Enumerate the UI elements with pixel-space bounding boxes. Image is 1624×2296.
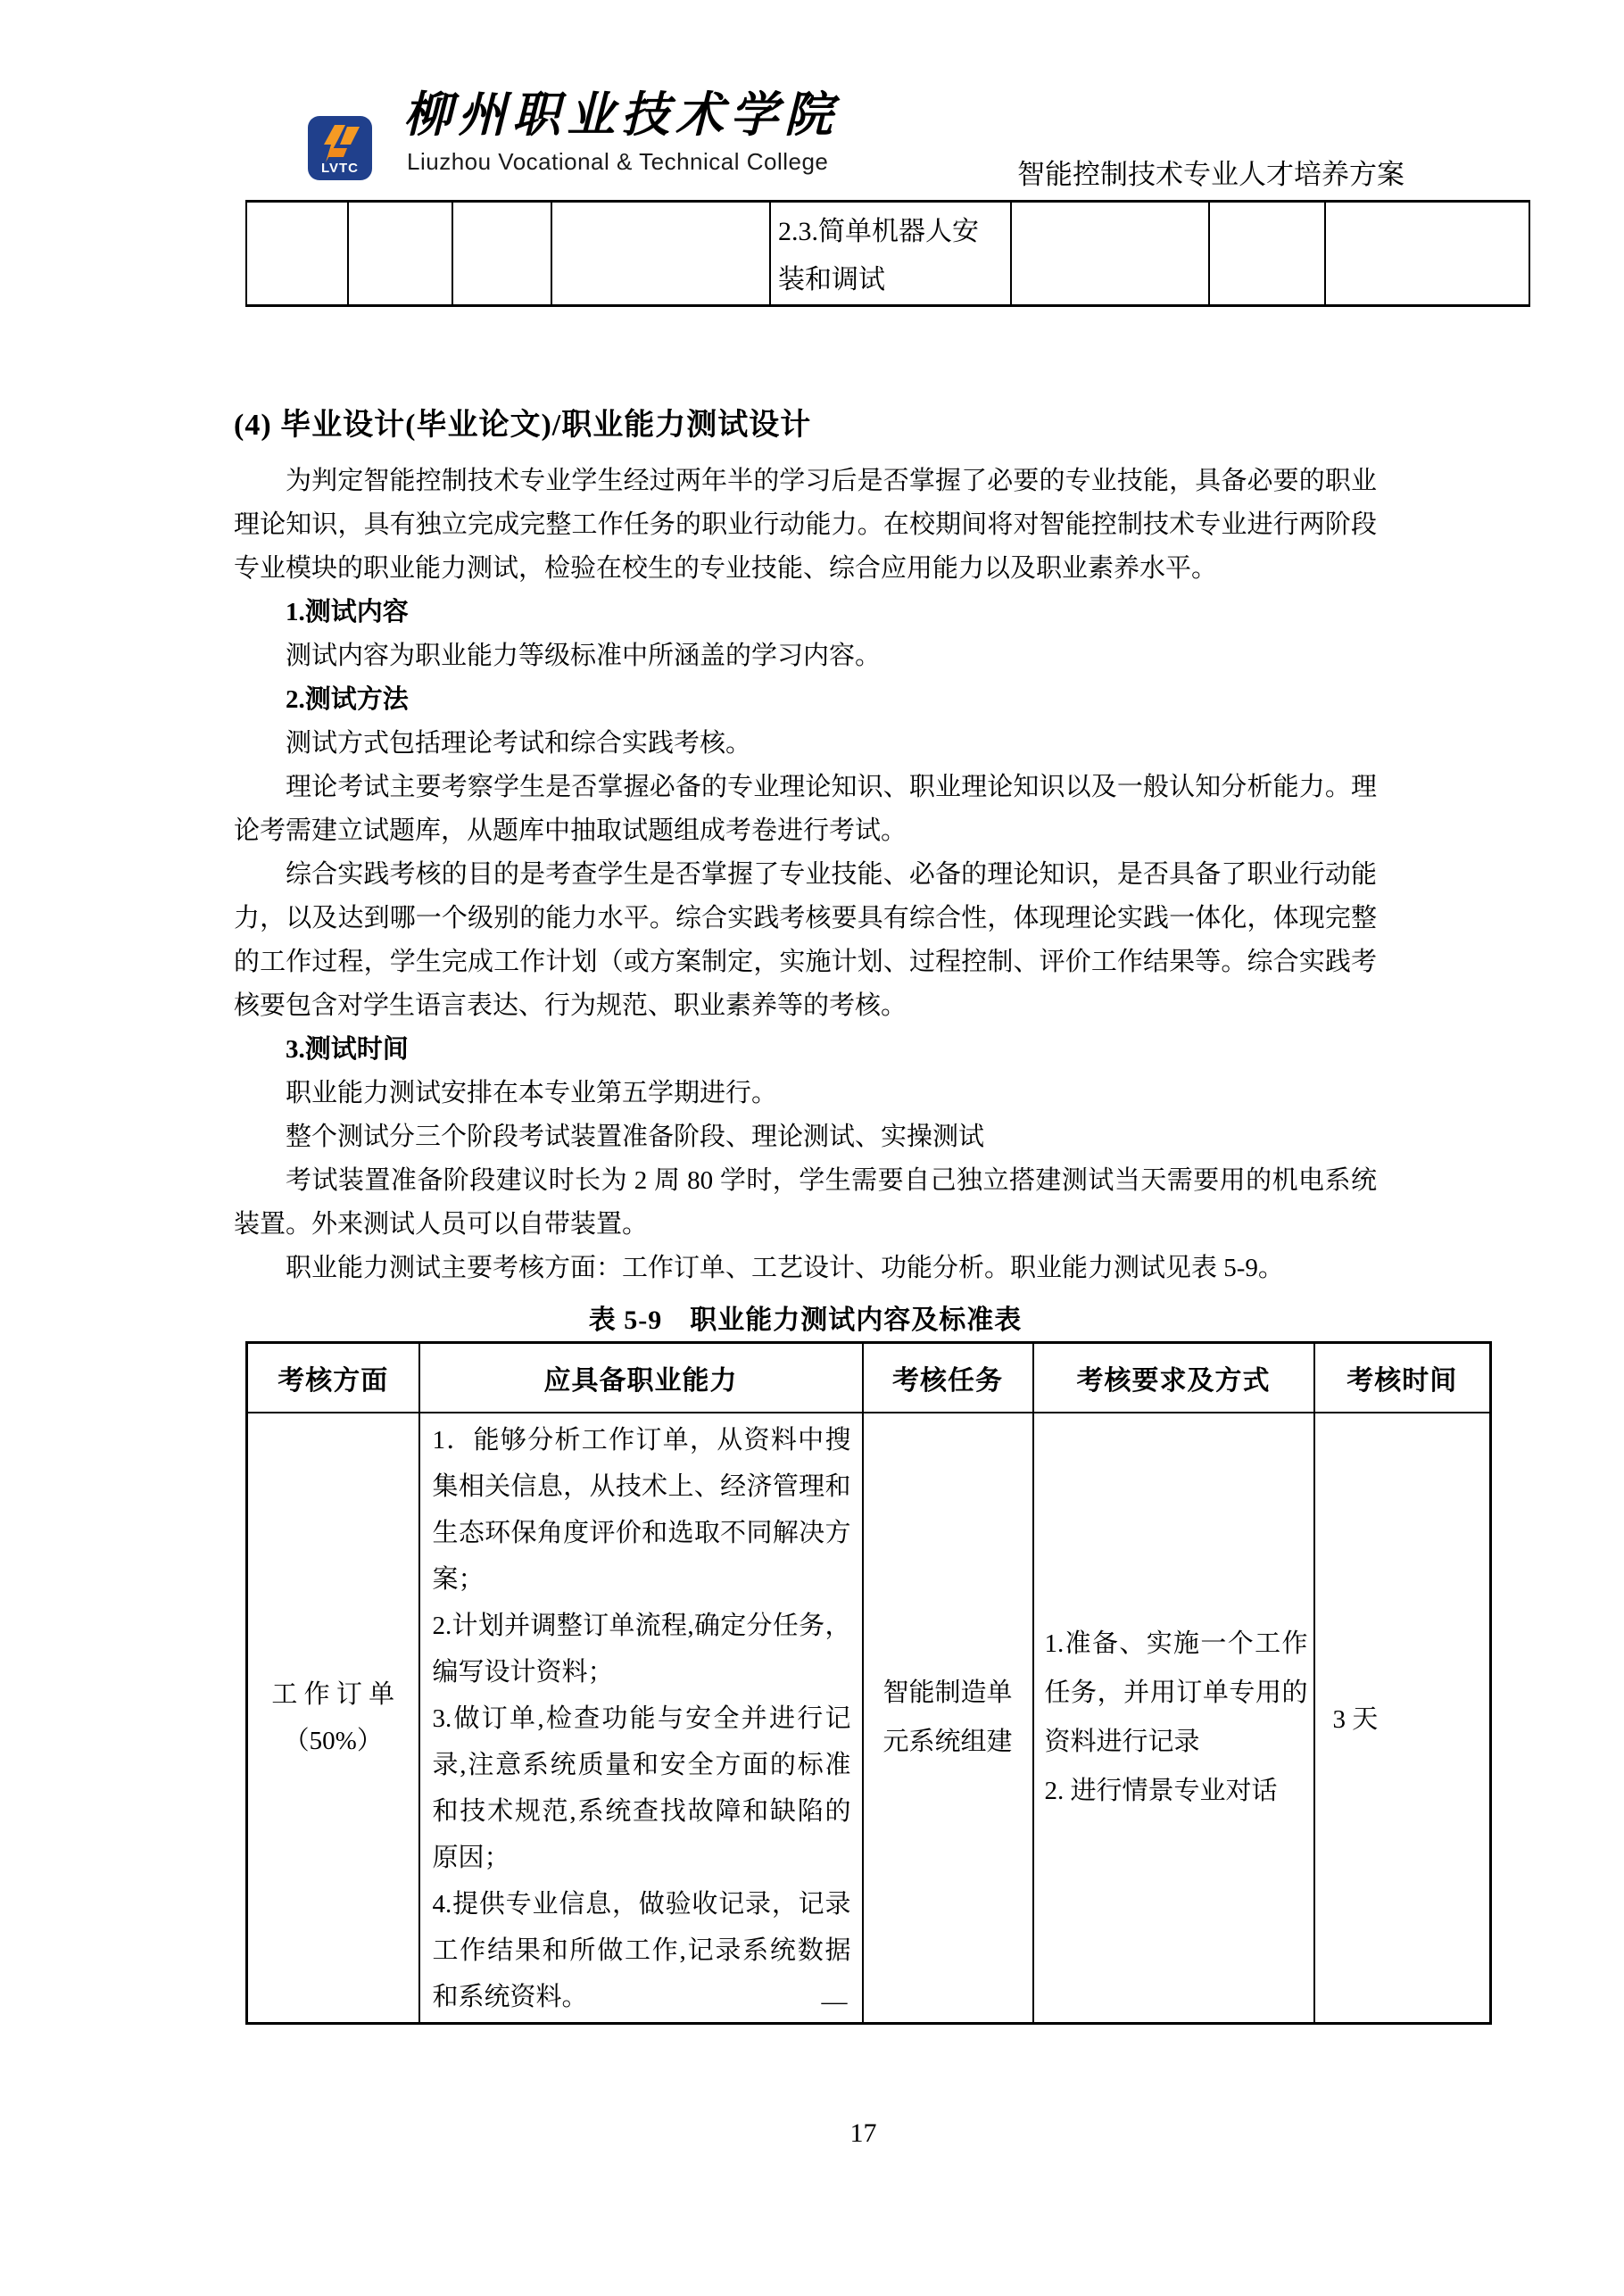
document-title: 智能控制技术专业人才培养方案 <box>1017 159 1404 190</box>
ability-item: 3.做订单,检查功能与安全并进行记录,注意系统质量和安全方面的标准和技术规范,系统查找故障和缺陷的原因； <box>432 1703 851 1872</box>
aspect-cell <box>247 1413 419 2024</box>
col-header-requirements: 考核要求及方式 <box>1033 1343 1314 1413</box>
top-continued-table <box>245 200 1530 307</box>
paragraph: 考试装置准备阶段建议时长为 2 周 80 学时，学生需要自己独立搭建测试当天需要用的机电系统装置。外来测试人员可以自带装置。 <box>234 1166 1377 1239</box>
col-header-aspect: 考核方面 <box>247 1343 419 1413</box>
empty-cell <box>1011 202 1209 306</box>
table-row <box>247 1413 1491 2024</box>
paragraph: 测试方式包括理论考试和综合实践考核。 <box>286 729 752 758</box>
aspect-line: （50%） <box>283 1726 383 1755</box>
paragraph: 职业能力测试主要考核方面：工作订单、工艺设计、功能分析。职业能力测试见表 5-9。 <box>286 1254 1284 1282</box>
college-name-english: Liuzhou Vocational & Technical College <box>407 148 829 175</box>
paragraph: 为判定智能控制技术专业学生经过两年半的学习后是否掌握了必要的专业技能，具备必要的职业理论知识，具有独立完成完整工作任务的职业行动能力。在校期间将对智能控制技术专业进行两阶段专业模块的职业能力测试，检验在校生的专业技能、综合应用能力以及职业素养水平。 <box>234 467 1377 583</box>
col-header-time: 考核时间 <box>1314 1343 1491 1413</box>
subheading-test-time: 3.测试时间 <box>286 1035 409 1064</box>
table-header-row <box>247 1343 1491 1413</box>
ability-test-table <box>245 1341 1492 2025</box>
aspect-line: 工 作 订 单 <box>271 1679 395 1709</box>
paragraph: 综合实践考核的目的是考查学生是否掌握了专业技能、必备的理论知识，是否具备了职业行动能力，以及达到哪一个级别的能力水平。综合实践考核要具有综合性，体现理论实践一体化，体现完整的工作过程，学生完成工作计划（或方案制定，实施计划、过程控制、评价工作结果等。综合实践考核要包含对学生语言表达、行为规范、职业素养等的考核。 <box>234 860 1377 1020</box>
trailing-dash: — <box>821 1986 848 2016</box>
ability-item: 4.提供专业信息，做验收记录，记录工作结果和所做工作,记录系统数据和系统资料。 <box>432 1889 851 2011</box>
paragraph: 整个测试分三个阶段考试装置准备阶段、理论测试、实操测试 <box>286 1123 985 1151</box>
cell-text-line: 装和调试 <box>778 265 885 294</box>
empty-cell <box>551 202 770 306</box>
paragraph: 测试内容为职业能力等级标准中所涵盖的学习内容。 <box>286 642 882 670</box>
table-row <box>246 202 1529 306</box>
task-line: 智能制造单 <box>882 1678 1013 1707</box>
page-content <box>234 400 1458 2025</box>
empty-cell <box>246 202 348 306</box>
table-caption: 表 5-9 职业能力测试内容及标准表 <box>588 1305 1023 1335</box>
empty-cell <box>1209 202 1325 306</box>
subheading-test-method: 2.测试方法 <box>286 685 409 714</box>
page-number: 17 <box>849 2118 877 2148</box>
robot-install-cell <box>770 202 1011 306</box>
task-line: 元系统组建 <box>882 1727 1013 1756</box>
task-cell <box>863 1413 1033 2024</box>
requirement-item: 1.准备、实施一个工作任务，并用订单专用的资料进行记录 <box>1044 1629 1308 1756</box>
empty-cell <box>452 202 551 306</box>
requirement-item: 2. 进行情景专业对话 <box>1044 1776 1278 1805</box>
ability-item: 1．能够分析工作订单，从资料中搜集相关信息，从技术上、经济管理和生态环保角度评价和选取不同解决方案； <box>432 1425 851 1594</box>
col-header-task: 考核任务 <box>863 1343 1033 1413</box>
paragraph: 职业能力测试安排在本专业第五学期进行。 <box>286 1079 778 1107</box>
paragraph: 理论考试主要考察学生是否掌握必备的专业理论知识、职业理论知识以及一般认知分析能力。理论考需建立试题库，从题库中抽取试题组成考卷进行考试。 <box>234 773 1377 845</box>
time-cell: 3 天 <box>1314 1413 1491 2024</box>
empty-cell <box>348 202 452 306</box>
college-name-chinese: 柳州职业技术学院 <box>403 86 839 143</box>
college-logo <box>308 116 372 180</box>
requirements-cell <box>1033 1413 1314 2024</box>
subheading-test-content: 1.测试内容 <box>286 598 409 626</box>
abilities-cell <box>419 1413 863 2024</box>
empty-cell <box>1325 202 1529 306</box>
logo-lvtc-label: LVTC <box>320 161 360 176</box>
cell-text-line: 2.3.简单机器人安 <box>778 217 979 246</box>
col-header-abilities: 应具备职业能力 <box>419 1343 863 1413</box>
ability-item: 2.计划并调整订单流程,确定分任务，编写设计资料； <box>432 1611 851 1687</box>
section-heading: (4) 毕业设计(毕业论文)/职业能力测试设计 <box>234 409 812 442</box>
